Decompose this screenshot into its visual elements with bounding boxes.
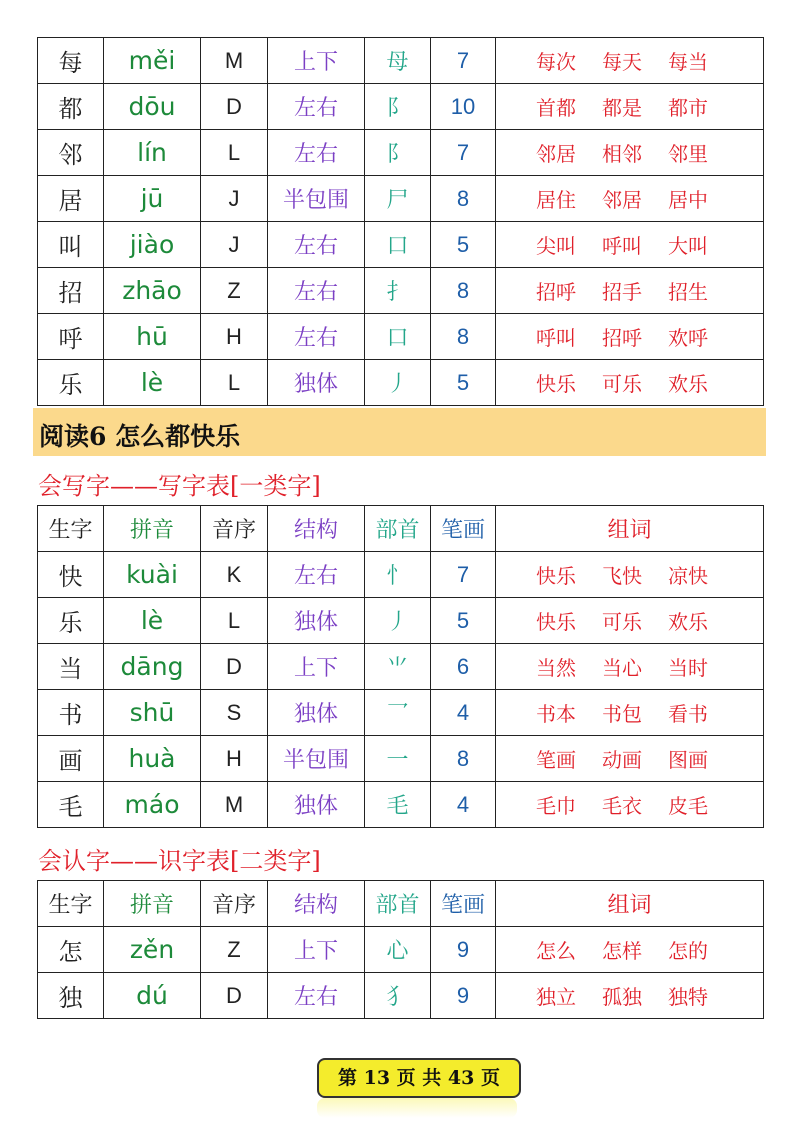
word-item: 当然 — [536, 656, 576, 680]
word-item: 都是 — [602, 96, 642, 120]
word-item: 快乐 — [536, 610, 576, 634]
char-cell: 招 — [38, 268, 104, 314]
strokes-cell: 8 — [431, 268, 496, 314]
word-item: 邻居 — [602, 188, 642, 212]
word-item: 书包 — [602, 702, 642, 726]
strokes-cell: 8 — [431, 314, 496, 360]
word-item: 笔画 — [536, 748, 576, 772]
pinyin-cell: kuài — [104, 552, 201, 598]
table-row — [38, 176, 764, 222]
seq-cell: L — [201, 598, 268, 644]
strokes-cell: 7 — [431, 38, 496, 84]
word-item: 相邻 — [602, 142, 642, 166]
structure-cell: 上下 — [268, 927, 365, 973]
word-item: 书本 — [536, 702, 576, 726]
word-item: 怎样 — [602, 939, 642, 963]
seq-cell: L — [201, 130, 268, 176]
structure-cell: 左右 — [268, 314, 365, 360]
word-item: 当心 — [602, 656, 642, 680]
section-read-title: 会认字——识字表[二类字] — [38, 847, 321, 875]
words-cell — [496, 927, 764, 973]
radical-cell: 口 — [365, 314, 431, 360]
word-item: 图画 — [668, 748, 708, 772]
pinyin-cell: máo — [104, 782, 201, 828]
word-item: 可乐 — [602, 610, 642, 634]
header-seq: 音序 — [201, 506, 268, 552]
table-row — [38, 736, 764, 782]
structure-cell: 半包围 — [268, 736, 365, 782]
word-item: 邻居 — [536, 142, 576, 166]
structure-cell: 左右 — [268, 552, 365, 598]
words-cell — [496, 552, 764, 598]
word-item: 凉快 — [668, 564, 708, 588]
seq-cell: J — [201, 176, 268, 222]
pinyin-cell: zěn — [104, 927, 201, 973]
char-cell: 画 — [38, 736, 104, 782]
structure-cell: 左右 — [268, 130, 365, 176]
word-item: 欢呼 — [668, 326, 708, 350]
structure-cell: 上下 — [268, 644, 365, 690]
pinyin-cell: měi — [104, 38, 201, 84]
word-item: 可乐 — [602, 372, 642, 396]
word-item: 首都 — [536, 96, 576, 120]
char-cell: 当 — [38, 644, 104, 690]
words-cell — [496, 598, 764, 644]
strokes-cell: 8 — [431, 736, 496, 782]
header-char: 生字 — [38, 881, 104, 927]
seq-cell: M — [201, 38, 268, 84]
structure-cell: 左右 — [268, 973, 365, 1019]
table-row — [38, 314, 764, 360]
structure-cell: 独体 — [268, 360, 365, 406]
words-cell — [496, 222, 764, 268]
table-row — [38, 552, 764, 598]
radical-cell: 犭 — [365, 973, 431, 1019]
char-cell: 邻 — [38, 130, 104, 176]
seq-cell: M — [201, 782, 268, 828]
structure-cell: 独体 — [268, 690, 365, 736]
table-row — [38, 84, 764, 130]
header-structure: 结构 — [268, 881, 365, 927]
radical-cell: 丿 — [365, 598, 431, 644]
seq-cell: H — [201, 736, 268, 782]
table-row — [38, 973, 764, 1019]
vocab-table-read — [37, 880, 764, 1019]
section-write-title: 会写字——写字表[一类字] — [38, 472, 321, 500]
table-row — [38, 598, 764, 644]
word-item: 邻里 — [668, 142, 708, 166]
table-row — [38, 222, 764, 268]
words-cell — [496, 314, 764, 360]
words-cell — [496, 268, 764, 314]
header-char: 生字 — [38, 506, 104, 552]
words-cell — [496, 176, 764, 222]
page-number-label: 第 13 页 共 43 页 — [338, 1067, 500, 1089]
seq-cell: Z — [201, 268, 268, 314]
table-row — [38, 782, 764, 828]
radical-cell: 口 — [365, 222, 431, 268]
words-cell — [496, 690, 764, 736]
seq-cell: H — [201, 314, 268, 360]
pinyin-cell: hū — [104, 314, 201, 360]
word-item: 独立 — [536, 985, 576, 1009]
header-pinyin: 拼音 — [104, 506, 201, 552]
header-pinyin: 拼音 — [104, 881, 201, 927]
structure-cell: 独体 — [268, 598, 365, 644]
word-item: 欢乐 — [668, 610, 708, 634]
pinyin-cell: jiào — [104, 222, 201, 268]
word-item: 大叫 — [668, 234, 708, 258]
header-words: 组词 — [496, 506, 764, 552]
radical-cell: 毛 — [365, 782, 431, 828]
pinyin-cell: huà — [104, 736, 201, 782]
char-cell: 乐 — [38, 598, 104, 644]
char-cell: 呼 — [38, 314, 104, 360]
header-words: 组词 — [496, 881, 764, 927]
radical-cell: 心 — [365, 927, 431, 973]
char-cell: 每 — [38, 38, 104, 84]
pinyin-cell: dōu — [104, 84, 201, 130]
radical-cell: 丿 — [365, 360, 431, 406]
structure-cell: 左右 — [268, 268, 365, 314]
header-strokes: 笔画 — [431, 506, 496, 552]
structure-cell: 左右 — [268, 84, 365, 130]
word-item: 独特 — [668, 985, 708, 1009]
word-item: 每次 — [536, 50, 576, 74]
word-item: 当时 — [668, 656, 708, 680]
strokes-cell: 9 — [431, 927, 496, 973]
header-seq: 音序 — [201, 881, 268, 927]
strokes-cell: 7 — [431, 552, 496, 598]
lesson-title: 阅读6 怎么都快乐 — [39, 422, 241, 451]
table-header-row — [38, 881, 764, 927]
radical-cell: 母 — [365, 38, 431, 84]
vocab-table-1 — [37, 37, 764, 406]
vocab-table-write — [37, 505, 764, 828]
words-cell — [496, 38, 764, 84]
strokes-cell: 4 — [431, 690, 496, 736]
radical-cell: 阝 — [365, 130, 431, 176]
word-item: 动画 — [602, 748, 642, 772]
table-row — [38, 690, 764, 736]
word-item: 欢乐 — [668, 372, 708, 396]
word-item: 毛衣 — [602, 794, 642, 818]
lesson-banner — [33, 408, 766, 456]
char-cell: 毛 — [38, 782, 104, 828]
structure-cell: 上下 — [268, 38, 365, 84]
words-cell — [496, 84, 764, 130]
words-cell — [496, 973, 764, 1019]
strokes-cell: 7 — [431, 130, 496, 176]
pinyin-cell: dāng — [104, 644, 201, 690]
header-radical: 部首 — [365, 881, 431, 927]
strokes-cell: 5 — [431, 598, 496, 644]
table-row — [38, 644, 764, 690]
header-structure: 结构 — [268, 506, 365, 552]
structure-cell: 独体 — [268, 782, 365, 828]
structure-cell: 左右 — [268, 222, 365, 268]
radical-cell: 乛 — [365, 690, 431, 736]
word-item: 皮毛 — [668, 794, 708, 818]
page-number-badge — [317, 1058, 521, 1098]
word-item: 招呼 — [602, 326, 642, 350]
char-cell: 书 — [38, 690, 104, 736]
radical-cell: 扌 — [365, 268, 431, 314]
word-item: 快乐 — [536, 372, 576, 396]
header-radical: 部首 — [365, 506, 431, 552]
radical-cell: ⺌ — [365, 644, 431, 690]
word-item: 都市 — [668, 96, 708, 120]
words-cell — [496, 644, 764, 690]
word-item: 招手 — [602, 280, 642, 304]
word-item: 飞快 — [602, 564, 642, 588]
word-item: 居中 — [668, 188, 708, 212]
word-item: 尖叫 — [536, 234, 576, 258]
word-item: 居住 — [536, 188, 576, 212]
words-cell — [496, 736, 764, 782]
strokes-cell: 10 — [431, 84, 496, 130]
strokes-cell: 9 — [431, 973, 496, 1019]
char-cell: 叫 — [38, 222, 104, 268]
word-item: 怎的 — [668, 939, 708, 963]
header-strokes: 笔画 — [431, 881, 496, 927]
table-row — [38, 360, 764, 406]
word-item: 招生 — [668, 280, 708, 304]
word-item: 怎么 — [536, 939, 576, 963]
structure-cell: 半包围 — [268, 176, 365, 222]
pinyin-cell: zhāo — [104, 268, 201, 314]
pinyin-cell: lè — [104, 598, 201, 644]
page-badge-reflection — [317, 1098, 517, 1118]
word-item: 招呼 — [536, 280, 576, 304]
seq-cell: D — [201, 973, 268, 1019]
seq-cell: S — [201, 690, 268, 736]
char-cell: 乐 — [38, 360, 104, 406]
strokes-cell: 5 — [431, 222, 496, 268]
seq-cell: D — [201, 84, 268, 130]
words-cell — [496, 360, 764, 406]
word-item: 看书 — [668, 702, 708, 726]
word-item: 快乐 — [536, 564, 576, 588]
seq-cell: L — [201, 360, 268, 406]
char-cell: 怎 — [38, 927, 104, 973]
radical-cell: 阝 — [365, 84, 431, 130]
table-header-row — [38, 506, 764, 552]
table-row — [38, 268, 764, 314]
table-row — [38, 130, 764, 176]
word-item: 每当 — [668, 50, 708, 74]
word-item: 毛巾 — [536, 794, 576, 818]
word-item: 每天 — [602, 50, 642, 74]
char-cell: 都 — [38, 84, 104, 130]
pinyin-cell: lín — [104, 130, 201, 176]
radical-cell: 忄 — [365, 552, 431, 598]
seq-cell: Z — [201, 927, 268, 973]
table-row — [38, 927, 764, 973]
words-cell — [496, 782, 764, 828]
word-item: 孤独 — [602, 985, 642, 1009]
seq-cell: D — [201, 644, 268, 690]
char-cell: 快 — [38, 552, 104, 598]
radical-cell: 一 — [365, 736, 431, 782]
radical-cell: 尸 — [365, 176, 431, 222]
seq-cell: K — [201, 552, 268, 598]
words-cell — [496, 130, 764, 176]
char-cell: 独 — [38, 973, 104, 1019]
pinyin-cell: shū — [104, 690, 201, 736]
table-row — [38, 38, 764, 84]
pinyin-cell: dú — [104, 973, 201, 1019]
pinyin-cell: jū — [104, 176, 201, 222]
pinyin-cell: lè — [104, 360, 201, 406]
strokes-cell: 6 — [431, 644, 496, 690]
strokes-cell: 8 — [431, 176, 496, 222]
strokes-cell: 5 — [431, 360, 496, 406]
seq-cell: J — [201, 222, 268, 268]
word-item: 呼叫 — [536, 326, 576, 350]
char-cell: 居 — [38, 176, 104, 222]
word-item: 呼叫 — [602, 234, 642, 258]
strokes-cell: 4 — [431, 782, 496, 828]
